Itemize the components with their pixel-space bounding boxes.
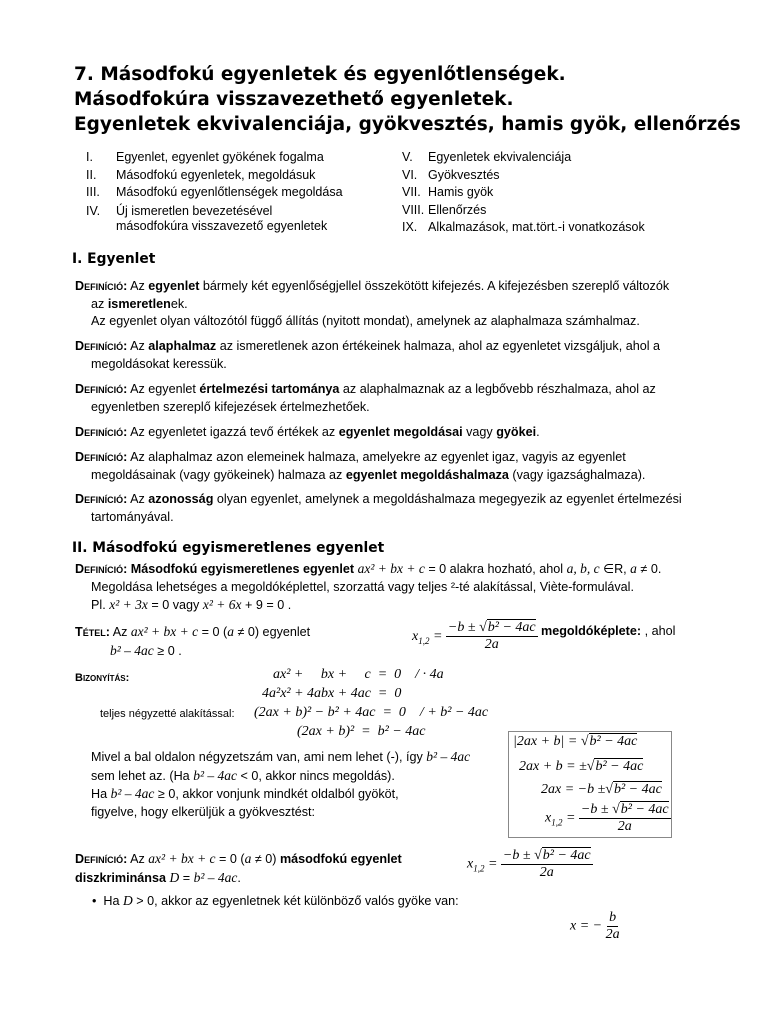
proof-step-2: 4a²x² + 4abx + 4ac = 0 [262, 686, 402, 701]
toc-item[interactable]: IV. Új ismeretlen bevezetésével másodfokúra visszavezető egyenletek [86, 203, 328, 233]
derivation-step-2: 2ax + b = ±√b² − 4ac [519, 759, 644, 774]
title-line-1: 7. Másodfokú egyenletek és egyenlőtlenségek. [74, 64, 566, 85]
section-heading-1: I. Egyenlet [72, 251, 156, 267]
formula-label: megoldóképlete: , ahol [541, 624, 676, 638]
toc-item[interactable]: IX. Alkalmazások, mat.tört.-i vonatkozások [402, 220, 645, 234]
section-heading-2: II. Másodfokú egyismeretlenes egyenlet [72, 540, 385, 556]
definition-identity: Definíció: Az azonosság olyan egyenlet, amelynek a megoldáshalmaza megegyezik az egyenlet értelmezési tartományával. [75, 492, 682, 524]
toc-item[interactable]: III. Másodfokú egyenlőtlenségek megoldása [86, 185, 343, 199]
definition-solutions: Definíció: Az egyenletet igazzá tevő értékek az egyenlet megoldásai vagy gyökei. [75, 425, 540, 439]
definition-quadratic: Definíció: Másodfokú egyismeretlenes egyenlet ax² + bx + c = 0 alakra hozható, ahol a, b, c ∈R, a ≠ 0. Megoldása lehetséges a megoldóképlettel, szorzattá vagy teljes ²-té alakítással, Viète-formulával. Pl. x² + 3x = 0 vagy x² + 6x + 9 = 0 . [75, 561, 662, 613]
quadratic-formula: $x_{1,2}$ = $\frac{\text{−b ± √b² − 4ac}}{2a}$ [412, 620, 536, 652]
discriminant-formula: $x_{1,2}$ = $\frac{\text{−b ± √b² − 4ac}}{2a}$ [467, 848, 591, 880]
theorem: Tétel: Az ax² + bx + c = 0 (a ≠ 0) egyenlet b² – 4ac ≥ 0 . [75, 624, 311, 658]
table-of-contents-right [402, 149, 645, 237]
toc-item[interactable]: I. Egyenlet, egyenlet gyökének fogalma [86, 150, 324, 164]
toc-item[interactable]: VII. Hamis gyök [402, 185, 494, 199]
bullet-marker: • [92, 894, 104, 908]
proof-step-4: (2ax + b)² = b² − 4ac [297, 724, 426, 739]
double-root-formula: x = − $\frac{b}{2a}$ [570, 910, 620, 942]
definition-equation: Definíció: Az egyenlet bármely két egyenlőségjellel összekötött kifejezés. A kifejezésben szereplő változók az ismeretlenek. Az egyenlet olyan változótól függő állítás (nyitott mondat), amelynek az alaphalmaza számhalmaz. [75, 279, 670, 329]
title-line-2: Másodfokúra visszavezethető egyenletek. [74, 89, 514, 110]
derivation-step-1: |2ax + b| = √b² − 4ac [513, 734, 638, 749]
proof-explanation: Mivel a bal oldalon négyzetszám van, ami nem lehet (-), így b² – 4ac sem lehet az. (Ha b² – 4ac < 0, akkor nincs megoldás). Ha b² – 4ac ≥ 0, akkor vonjunk mindkét oldalból gyököt, figyelve, hogy elkerüljük a gyökvesztést: [91, 749, 471, 819]
proof-label: Bizonyítás: [75, 672, 130, 684]
definition-domain: Definíció: Az egyenlet értelmezési tartománya az alaphalmaznak az a legbővebb részhalmaza, ahol az egyenletben szereplő kifejezések értelmezhetőek. [75, 382, 656, 414]
toc-item[interactable]: II. Másodfokú egyenletek, megoldásuk [86, 167, 316, 182]
toc-item[interactable]: V. Egyenletek ekvivalenciája [402, 150, 572, 164]
proof-step-3: (2ax + b)² − b² + 4ac = 0 / + b² − 4ac [254, 705, 489, 720]
proof-side-note: teljes négyzetté alakítással: [100, 708, 235, 720]
derivation-box [508, 731, 672, 838]
toc-item[interactable]: VI. Gyökvesztés [402, 167, 500, 182]
derivation-step-4: $x_{1,2}$ = $\frac{\text{−b ± √b² − 4ac}}{2a}$ [545, 802, 669, 834]
definition-solution-set: Definíció: Az alaphalmaz azon elemeinek halmaza, amelyekre az egyenlet igaz, vagyis az egyenlet megoldásainak (vagy gyökeinek) halmaza az egyenlet megoldáshalmaza (vagy igazsághalmaza). [75, 450, 646, 482]
toc-item[interactable]: VIII. Ellenőrzés [402, 202, 487, 217]
definition-discriminant: Definíció: Az ax² + bx + c = 0 (a ≠ 0) másodfokú egyenlet diszkriminánsa D = b² – 4ac. [75, 851, 402, 885]
title-line-3: Egyenletek ekvivalenciája, gyökvesztés, hamis gyök, ellenőrzés [74, 114, 741, 135]
derivation-step-3: 2ax = −b ±√b² − 4ac [541, 782, 662, 797]
definition-base-set: Definíció: Az alaphalmaz az ismeretlenek azon értékeinek halmaza, ahol az egyenletet vizsgáljuk, ahol a megoldásokat keressük. [75, 339, 661, 371]
bullet-positive-discriminant: • Ha D > 0, akkor az egyenletnek két különböző valós gyöke van: [92, 893, 459, 908]
table-of-contents-left [86, 149, 343, 234]
proof-step-1: ax² + bx + c = 0 / · 4a [273, 667, 444, 682]
page-title [74, 62, 741, 137]
